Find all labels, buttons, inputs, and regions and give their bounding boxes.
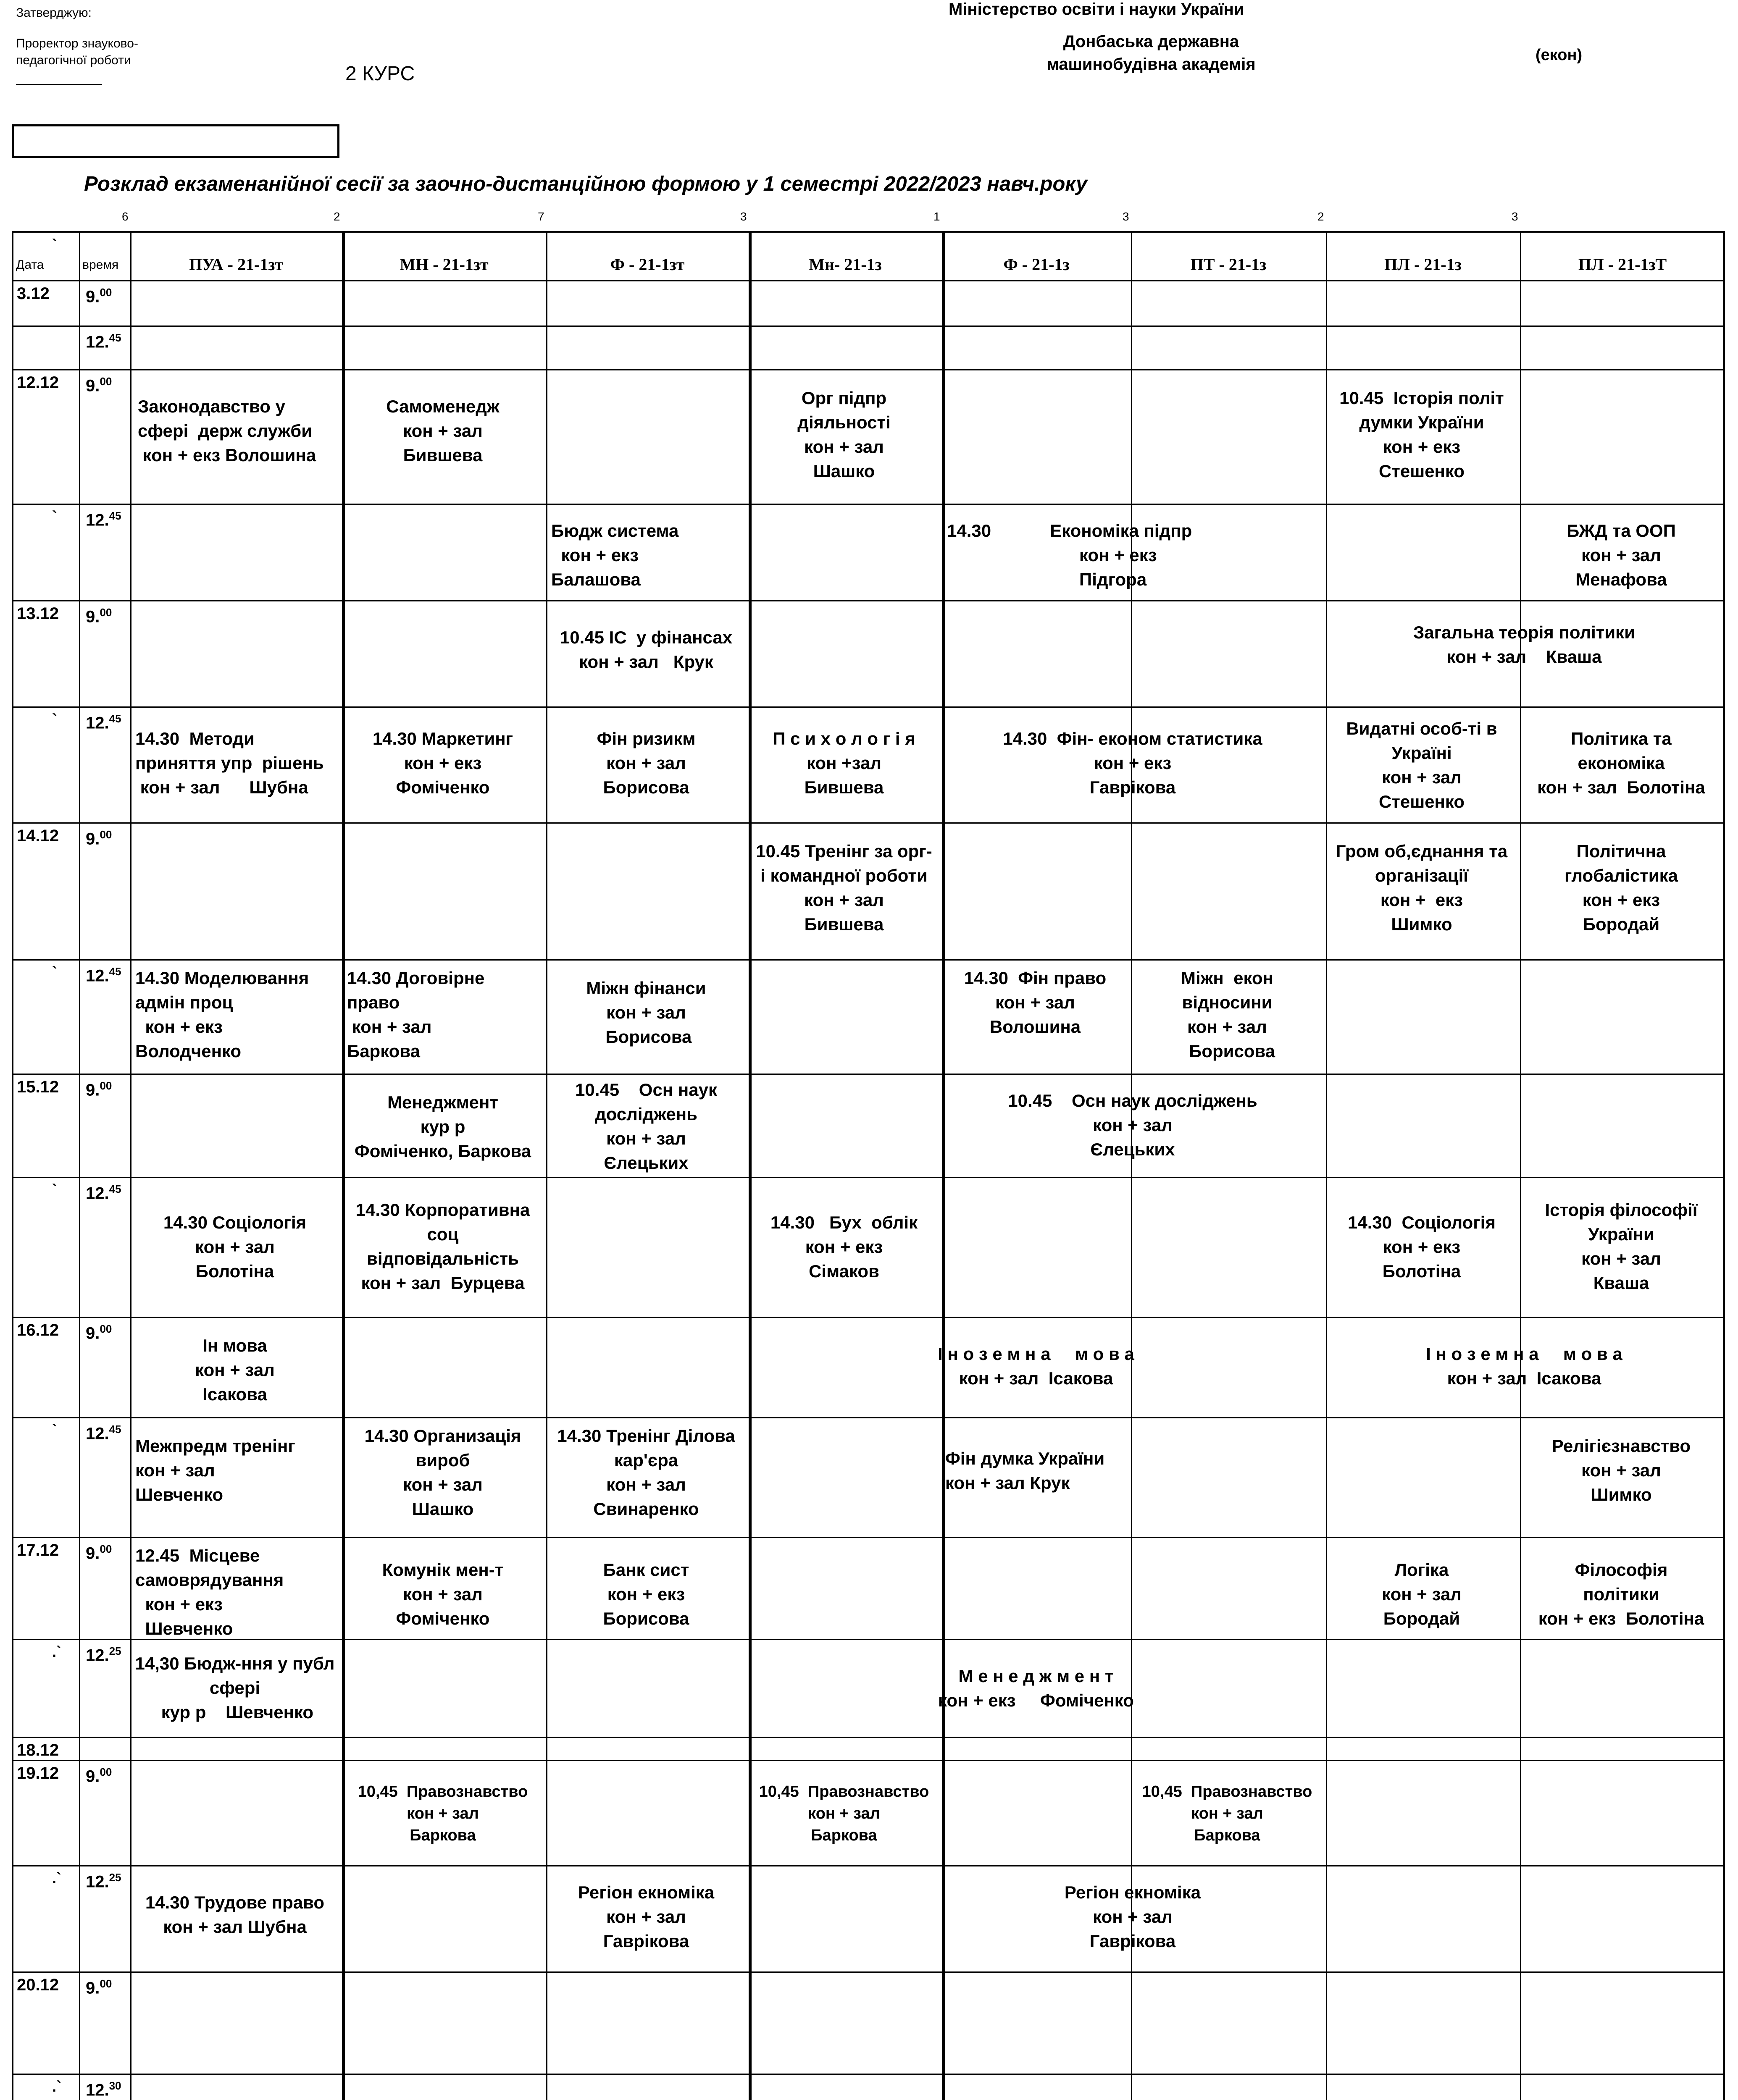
row-time: 12.25 [86, 1645, 121, 1665]
schedule-entry: Банк сист кон + екз Борисова [603, 1560, 689, 1628]
schedule-entry: Ін мова кон + зал Ісакова [195, 1336, 275, 1404]
time-header: время [82, 258, 119, 272]
time-minutes: 00 [100, 606, 112, 619]
row-line [13, 369, 1723, 370]
group-header: ПУА - 21-1зт [189, 255, 284, 274]
schedule-entry: Орг підпр діяльності кон + зал Шашко [797, 388, 891, 481]
student-count: 3 [740, 210, 747, 223]
schedule-entry: Регіон екноміка кон + зал Гаврікова [1064, 1882, 1201, 1951]
schedule-entry: Самоменедж кон + зал Бившева [386, 396, 500, 465]
row-time: 12.45 [86, 712, 121, 732]
schedule-entry: 14.30 Маркетинг кон + екз Фоміченко [372, 729, 513, 797]
row-line [13, 1737, 1723, 1738]
row-date: ` [52, 711, 57, 728]
row-date: 12.12 [17, 373, 59, 392]
time-minutes: 45 [109, 509, 121, 522]
row-date: 19.12 [17, 1764, 59, 1782]
column-line [942, 233, 945, 2100]
row-time: 9.00 [86, 286, 112, 306]
time-minutes: 00 [100, 375, 112, 388]
academy-title: Донбаська державна машинобудівна академія [1046, 32, 1256, 74]
schedule-entry: Гром об,єднання та організації кон + екз Шимко [1336, 841, 1508, 934]
row-time: 9.00 [86, 1977, 112, 1998]
signature-line [16, 84, 102, 85]
schedule-entry: Менеджмент кур р Фоміченко, Баркова [354, 1092, 531, 1161]
row-date: 17.12 [17, 1541, 59, 1559]
row-date: 18.12 [17, 1741, 59, 1759]
time-minutes: 45 [109, 331, 121, 344]
time-minutes: 45 [109, 712, 121, 725]
date-header: Дата [16, 258, 44, 272]
schedule-entry: 14.30 Соціологія кон + зал Болотіна [163, 1213, 307, 1281]
row-time: 12.30 [86, 2079, 121, 2100]
row-line [13, 504, 1723, 505]
student-count: 3 [1512, 210, 1518, 223]
row-date: ` [52, 1181, 57, 1198]
schedule-entry: Логіка кон + зал Бородай [1382, 1560, 1462, 1628]
time-minutes: 00 [100, 1543, 112, 1555]
group-header: ПЛ - 21-1з [1384, 255, 1462, 274]
row-line [13, 1177, 1723, 1178]
row-line [13, 600, 1723, 601]
row-line [13, 1760, 1723, 1761]
student-count: 3 [1123, 210, 1129, 223]
schedule-entry: 14.30 Корпоративна соц відповідальність кон + зал Бурцева [355, 1200, 530, 1293]
schedule-entry: Межпредм тренінг кон + зал Шевченко [135, 1436, 295, 1504]
time-minutes: 25 [109, 1645, 121, 1657]
schedule-table [12, 210, 1725, 2100]
row-date: ` [52, 963, 57, 981]
student-count: 2 [1317, 210, 1324, 223]
row-line [13, 2074, 1723, 2075]
time-minutes: 00 [100, 286, 112, 299]
time-minutes: 00 [100, 1079, 112, 1092]
schedule-entry: БЖД та ООП кон + зал Менафова [1567, 521, 1676, 589]
department-label: (екон) [1536, 46, 1583, 64]
row-date: .` [52, 1643, 61, 1660]
schedule-entry: 14.30 Фін- економ статистика кон + екз Гаврікова [1003, 729, 1262, 797]
schedule-entry: 10.45 Тренінг за орг- і командної роботи кон + зал Бившева [756, 841, 932, 934]
row-time: 12.45 [86, 331, 121, 352]
column-line [1326, 233, 1327, 2100]
schedule-entry: Політика та економіка кон + зал Болотіна [1537, 729, 1705, 797]
schedule-entry: 14.30 Тренінг Ділова кар'єра кон + зал Свинаренко [557, 1426, 735, 1519]
schedule-title: Розклад екзаменанійної сесії за заочно-дистанційною формою у 1 семестрі 2022/2023 навч.року [84, 173, 1088, 195]
schedule-entry: 10.45 Осн наук досліджень кон + зал Єлецьких [575, 1080, 717, 1173]
schedule-entry: Політична глобалістика кон + екз Бородай [1564, 841, 1678, 934]
row-time: 9.00 [86, 606, 112, 626]
schedule-entry: П с и х о л о г і я кон +зал Бившева [773, 729, 915, 797]
time-minutes: 00 [100, 1766, 112, 1778]
schedule-entry: 10.45 ІС у фінансах кон + зал Крук [560, 627, 733, 672]
schedule-entry: 12.45 Місцеве самоврядування кон + екз Шевченко [135, 1546, 284, 1638]
schedule-entry: 14.30 Економіка підпр кон + екз Підгора [947, 521, 1192, 589]
group-header: ПЛ - 21-1зТ [1578, 255, 1667, 274]
schedule-entry: М е н е д ж м е н т кон + екз Фоміченко [938, 1666, 1134, 1710]
row-time: 9.00 [86, 375, 112, 395]
schedule-entry: Бюдж система кон + екз Балашова [551, 521, 679, 589]
row-line [13, 326, 1723, 327]
row-time: 12.45 [86, 1183, 121, 1203]
approve-label: Затверджую: [16, 6, 92, 20]
header-tick: ` [52, 236, 57, 253]
schedule-entry: Загальна теорія політики кон + зал Кваша [1413, 622, 1635, 667]
schedule-entry: 10,45 Правознавство кон + зал Баркова [358, 1783, 528, 1844]
course-label: 2 КУРС [345, 63, 415, 85]
column-line [130, 233, 131, 2100]
row-date: 20.12 [17, 1976, 59, 1994]
row-date: 3.12 [17, 284, 50, 303]
time-minutes: 30 [109, 2079, 121, 2092]
row-time: 9.00 [86, 1079, 112, 1100]
row-date: ` [52, 508, 57, 525]
row-time: 12.45 [86, 509, 121, 530]
row-time: 12.25 [86, 1871, 121, 1891]
time-minutes: 45 [109, 965, 121, 978]
time-minutes: 25 [109, 1871, 121, 1884]
schedule-entry: 14.30 Методи приняття упр рішень кон + зал Шубна [135, 729, 324, 797]
schedule-entry: І н о з е м н а м о в а кон + зал Ісакова [938, 1344, 1134, 1388]
empty-box [12, 124, 339, 158]
row-time: 9.00 [86, 1766, 112, 1786]
schedule-entry: І н о з е м н а м о в а кон + зал Ісакова [1426, 1344, 1622, 1388]
row-time: 12.45 [86, 965, 121, 985]
schedule-entry: 14.30 Трудове право кон + зал Шубна [145, 1893, 325, 1937]
schedule-entry: 14.30 Договірне право кон + зал Баркова [347, 968, 485, 1061]
row-line [13, 1317, 1723, 1318]
schedule-entry: Історія філософії України кон + зал Кваша [1545, 1200, 1698, 1293]
group-header: МН - 21-1зт [400, 255, 489, 274]
schedule-entry: Фін ризикм кон + зал Борисова [597, 729, 696, 797]
group-header: ПТ - 21-1з [1190, 255, 1267, 274]
schedule-entry: Законодавство у сфері держ служби кон + екз Волошина [138, 396, 316, 465]
schedule-entry: 14,30 Бюдж-ння у публ сфері кур р Шевченко [135, 1654, 335, 1722]
schedule-entry: 10,45 Правознавство кон + зал Баркова [1142, 1783, 1312, 1844]
row-line [13, 706, 1723, 708]
schedule-entry: 14.30 Моделювання адмін проц кон + екз Володченко [135, 968, 309, 1061]
schedule-entry: Міжн екон відносини кон + зал Борисова [1181, 968, 1275, 1061]
row-date: ` [52, 1421, 57, 1438]
student-count: 1 [933, 210, 940, 223]
row-time: 12.45 [86, 1423, 121, 1443]
row-date: .` [52, 1869, 61, 1887]
ministry-title: Міністерство освіти і науки України [949, 0, 1244, 18]
row-line [13, 1074, 1723, 1075]
time-minutes: 00 [100, 828, 112, 841]
time-minutes: 00 [100, 1977, 112, 1990]
time-minutes: 00 [100, 1323, 112, 1335]
row-date: 15.12 [17, 1078, 59, 1096]
row-date: 16.12 [17, 1321, 59, 1339]
row-date: .` [52, 2078, 61, 2095]
time-minutes: 45 [109, 1183, 121, 1195]
column-line [79, 233, 80, 2100]
schedule-entry: Релігієзнавство кон + зал Шимко [1551, 1436, 1691, 1504]
schedule-entry: Міжн фінанси кон + зал Борисова [586, 978, 706, 1047]
schedule-entry: 14.30 Фін право кон + зал Волошина [964, 968, 1107, 1037]
time-minutes: 45 [109, 1423, 121, 1436]
schedule-entry: Фін думка України кон + зал Крук [945, 1449, 1105, 1493]
group-header: Ф - 21-1зт [610, 255, 685, 274]
group-header: Ф - 21-1з [1003, 255, 1070, 274]
prorector-label: Проректор знауково-педагогічної роботи [16, 37, 138, 67]
schedule-entry: Комунік мен-т кон + зал Фоміченко [382, 1560, 504, 1628]
row-line [13, 1865, 1723, 1866]
schedule-entry: 14.30 Соціологія кон + екз Болотіна [1348, 1213, 1496, 1281]
column-line [1520, 233, 1521, 2100]
schedule-entry: Філософія політики кон + екз Болотіна [1538, 1560, 1704, 1628]
row-time: 9.00 [86, 1543, 112, 1563]
row-line [13, 280, 1723, 281]
student-count: 6 [122, 210, 129, 223]
student-count: 2 [334, 210, 340, 223]
schedule-entry: 10,45 Правознавство кон + зал Баркова [759, 1783, 929, 1844]
row-line [13, 1537, 1723, 1538]
group-header: Мн- 21-1з [809, 255, 882, 274]
row-time: 9.00 [86, 828, 112, 848]
row-line [13, 822, 1723, 824]
row-time: 9.00 [86, 1323, 112, 1343]
schedule-entry: Видатні особ-ті в Україні кон + зал Стешенко [1346, 719, 1497, 811]
row-line [13, 1971, 1723, 1973]
schedule-entry: 14.30 Бух облік кон + екз Сімаков [770, 1213, 918, 1281]
row-line [13, 1417, 1723, 1418]
row-date: 13.12 [17, 604, 59, 623]
schedule-entry: 14.30 Организація вироб кон + зал Шашко [364, 1426, 521, 1519]
row-line [13, 959, 1723, 961]
schedule-entry: Регіон екноміка кон + зал Гаврікова [578, 1882, 715, 1951]
schedule-entry: 10.45 Осн наук досліджень кон + зал Єлецьких [1008, 1091, 1257, 1159]
student-count: 7 [538, 210, 544, 223]
row-date: 14.12 [17, 827, 59, 845]
schedule-entry: 10.45 Історія політ думки України кон + екз Стешенко [1339, 388, 1504, 481]
